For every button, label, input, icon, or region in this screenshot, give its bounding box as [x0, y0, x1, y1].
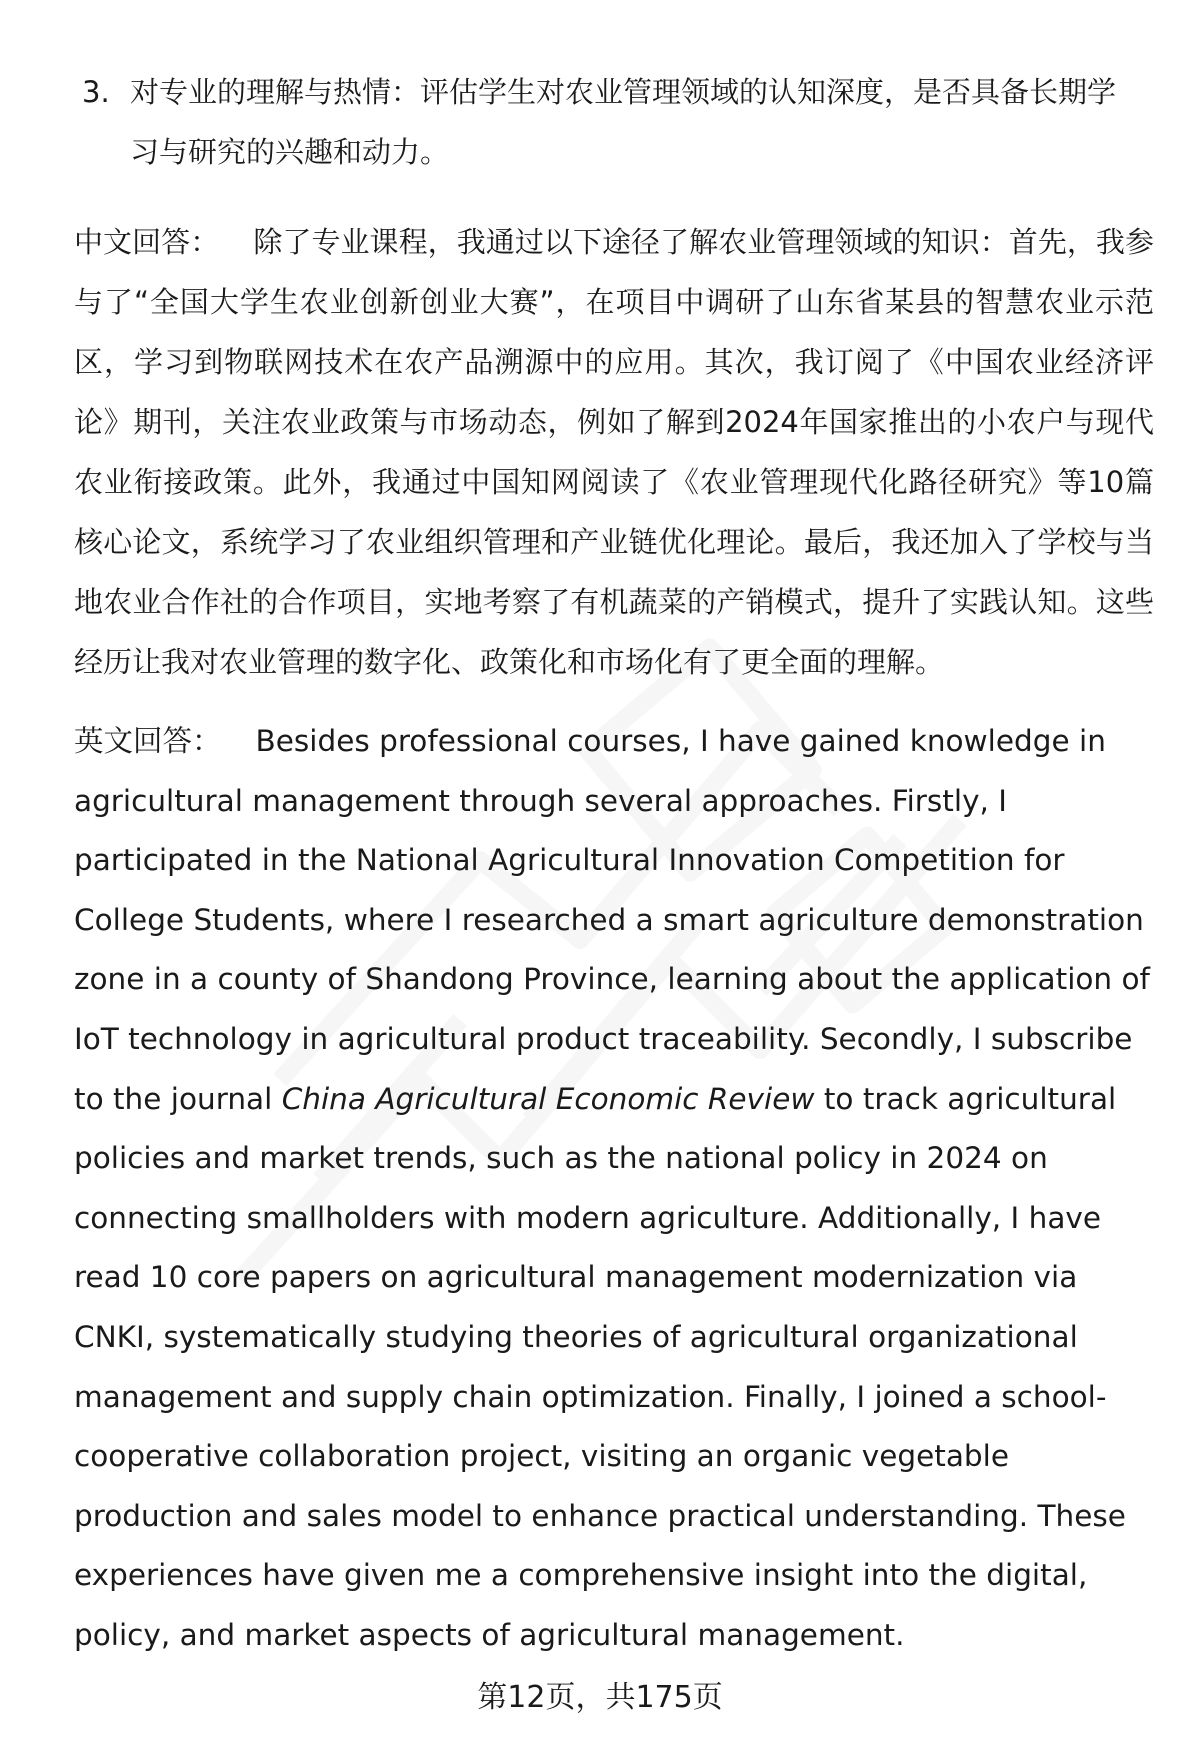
english-answer-label: 英文回答：	[74, 724, 222, 758]
page-number-footer: 第12页，共175页	[477, 1680, 723, 1715]
english-answer-text-2: to track agricultural policies and market trends, such as the national policy in 2024 on connecting smallholders with modern agriculture. Additionally, I have read 10 core papers on agricultural management modernization via CNKI, systematically studying theories of agricultural organizational management and supply chain optimization. Finally, I joined a school-cooperative collaboration project, visiting an organic vegetable production and sales model to enhance practical understanding. These experiences have given me a comprehensive insight into the digital, policy, and market aspects of agricultural management.	[74, 1081, 1126, 1652]
criteria-item-3-line1	[82, 62, 1152, 122]
english-answer-text-1: Besides professional courses, I have gained knowledge in agricultural management through several approaches. Firstly, I participated in the National Agricultural Innovation Competition for College Students, where I researched a smart agriculture demonstration zone in a county of Shandong Province, learning about the application of IoT technology in agricultural product traceability. Secondly, I subscribe to the journal	[74, 724, 1150, 1116]
chinese-answer-text: 除了专业课程，我通过以下途径了解农业管理领域的知识：首先，我参与了“全国大学生农业创新创业大赛”，在项目中调研了山东省某县的智慧农业示范区，学习到物联网技术在农产品溯源中的应用。其次，我订阅了《中国农业经济评论》期刊，关注农业政策与市场动态，例如了解到2024年国家推出的小农户与现代农业衔接政策。此外，我通过中国知网阅读了《农业管理现代化路径研究》等10篇核心论文，系统学习了农业组织管理和产业链优化理论。最后，我还加入了学校与当地农业合作社的合作项目，实地考察了有机蔬菜的产销模式，提升了实践认知。这些经历让我对农业管理的数字化、政策化和市场化有了更全面的理解。	[74, 225, 1154, 679]
chinese-answer-paragraph	[74, 212, 1154, 692]
journal-title: China Agricultural Economic Review	[281, 1081, 815, 1116]
criteria-item-3	[82, 62, 1152, 182]
item-number: 3.	[82, 75, 110, 109]
english-answer-paragraph	[74, 712, 1154, 1666]
item-text-line2: 习与研究的兴趣和动力。	[130, 135, 450, 169]
item-text-line1: 对专业的理解与热情：评估学生对农业管理领域的认知深度，是否具备长期学	[130, 75, 1117, 109]
chinese-answer-label: 中文回答：	[74, 225, 220, 259]
